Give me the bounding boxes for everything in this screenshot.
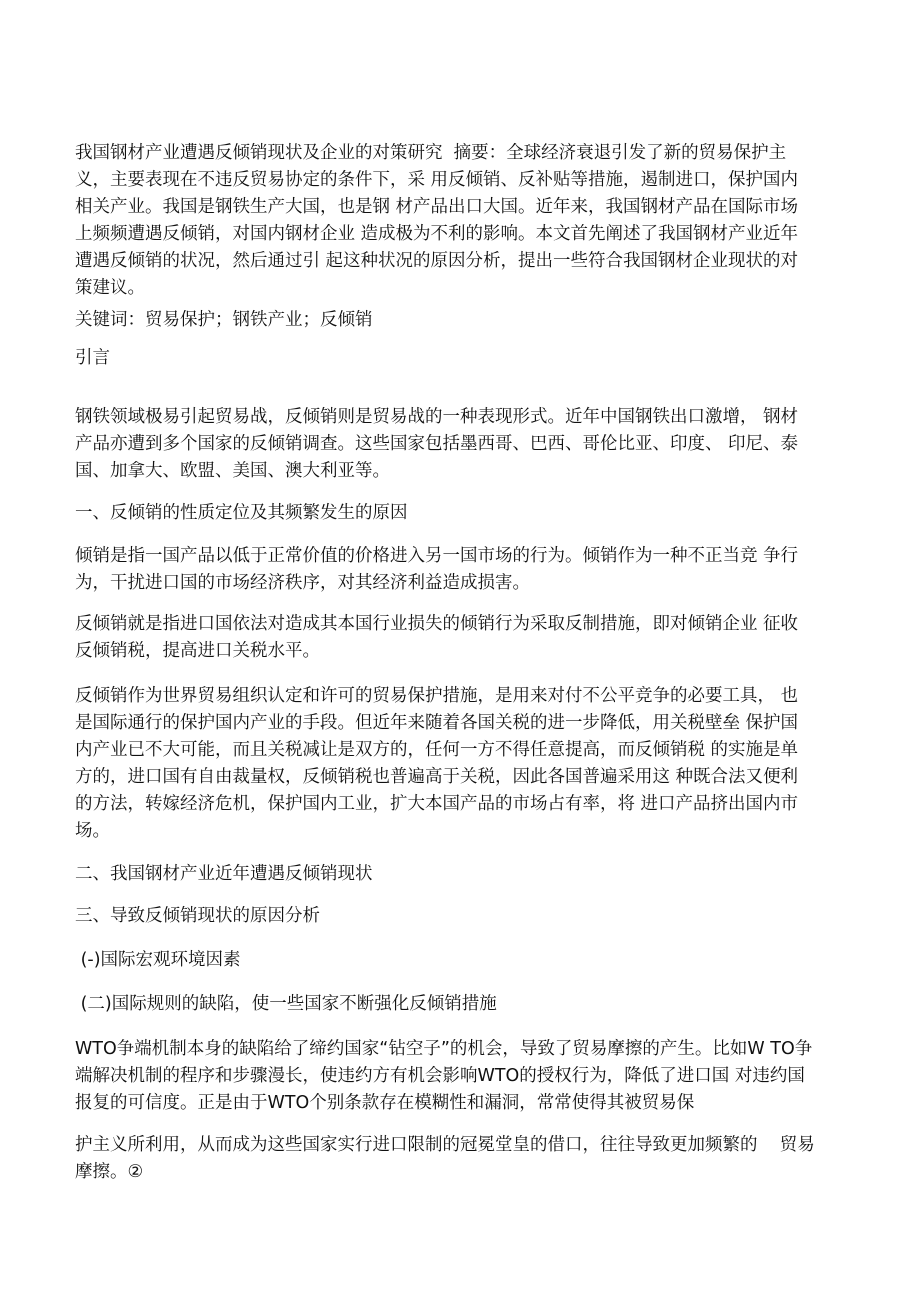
text-line: 产品亦遭到多个国家的反倾销调查。这些国家包括墨西哥、巴西、哥伦比亚、印度、 印尼、泰 [75,434,799,454]
text-line: 是国际通行的保护国内产业的手段。但近年来随着各国关税的进一步降低，用关税壁垒 保护国 [75,713,799,733]
text-line: 护主义所利用，从而成为这些国家实行进口限制的冠冕堂皇的借口，往往导致更加频繁的 贸易 [75,1135,815,1155]
anti-dumping-tool [75,683,875,845]
heading-section-1 [75,500,875,527]
text-line: 方的，进口国有自由裁量权，反倾销税也普遍高于关税，因此各国普遍采用这 种既合法又便利 [75,767,799,787]
text-line: 倾销是指一国产品以低于正常价值的价格进入另一国市场的行为。倾销作为一种不正当竞 争行 [75,546,799,566]
heading-intro [75,345,875,372]
text-line: 上频频遭遇反倾销，对国内钢材企业 造成极为不利的影响。本文首先阐述了我国钢材产业近年 [75,224,799,244]
text-line: (-)国际宏观环境因素 [75,950,241,970]
text-line: 反倾销作为世界贸易组织认定和许可的贸易保护措施，是用来对付不公平竞争的必要工具， 也 [75,686,799,706]
text-line: 遭遇反倾销的状况，然后通过引 起这种状况的原因分析，提出一些符合我国钢材企业现状的对 [75,251,799,271]
text-line: 内产业已不大可能，而且关税减让是双方的，任何一方不得任意提高，而反倾销税 的实施是单 [75,740,799,760]
text-line: 场。 [75,821,110,841]
heading-section-3 [75,903,875,930]
wto-paragraph-continued [75,1132,875,1186]
keywords [75,307,875,334]
text-line: 反倾销税，提高进口关税水平。 [75,641,320,661]
text-line: 关键词：贸易保护；钢铁产业；反倾销 [75,310,373,330]
text-line: 反倾销就是指进口国依法对造成其本国行业损失的倾销行为采取反制措施，即对倾销企业 征收 [75,614,799,634]
text-line: (二)国际规则的缺陷，使一些国家不断强化反倾销措施 [75,994,497,1014]
text-line: 一、反倾销的性质定位及其频繁发生的原因 [75,503,408,523]
text-line: 三、导致反倾销现状的原因分析 [75,906,320,926]
text-line: 国、加拿大、欧盟、美国、澳大利亚等。 [75,461,390,481]
text-line: 二、我国钢材产业近年遭遇反倾销现状 [75,864,373,884]
text-line: 的方法，转嫁经济危机，保护国内工业，扩大本国产品的市场占有率，将 进口产品挤出国内市 [75,794,799,814]
text-line: 钢铁领域极易引起贸易战，反倾销则是贸易战的一种表现形式。近年中国钢铁出口激增， 钢材 [75,407,799,427]
abstract [75,140,875,302]
text-line: 摩擦。② [75,1162,144,1182]
text-line: 相关产业。我国是钢铁生产大国，也是钢 材产品出口大国。近年来，我国钢材产品在国际市场 [75,197,799,217]
heading-section-2 [75,861,875,888]
subheading-2 [75,991,875,1018]
dumping-definition [75,543,875,597]
text-line: 端解决机制的程序和步骤漫长，使违约方有机会影响WTO的授权行为，降低了进口国 对违约国 [75,1066,805,1086]
text-line: 为，干扰进口国的市场经济秩序，对其经济利益造成损害。 [75,573,530,593]
anti-dumping-definition [75,611,875,665]
text-line: 报复的可信度。正是由于WTO个别条款存在模糊性和漏洞，常常使得其被贸易保 [75,1093,695,1113]
wto-paragraph [75,1036,875,1117]
subheading-1 [75,947,875,974]
intro-paragraph [75,404,875,485]
text-line: 引言 [75,348,110,368]
text-line: 义，主要表现在不违反贸易协定的条件下，采 用反倾销、反补贴等措施，遏制进口，保护国内 [75,170,799,190]
text-line: WTO争端机制本身的缺陷给了缔约国家“钻空子”的机会，导致了贸易摩擦的产生。比如W TO争 [75,1039,813,1059]
text-line: 我国钢材产业遭遇反倾销现状及企业的对策研究 摘要：全球经济衰退引发了新的贸易保护主 [75,143,787,163]
text-line: 策建议。 [75,278,145,298]
